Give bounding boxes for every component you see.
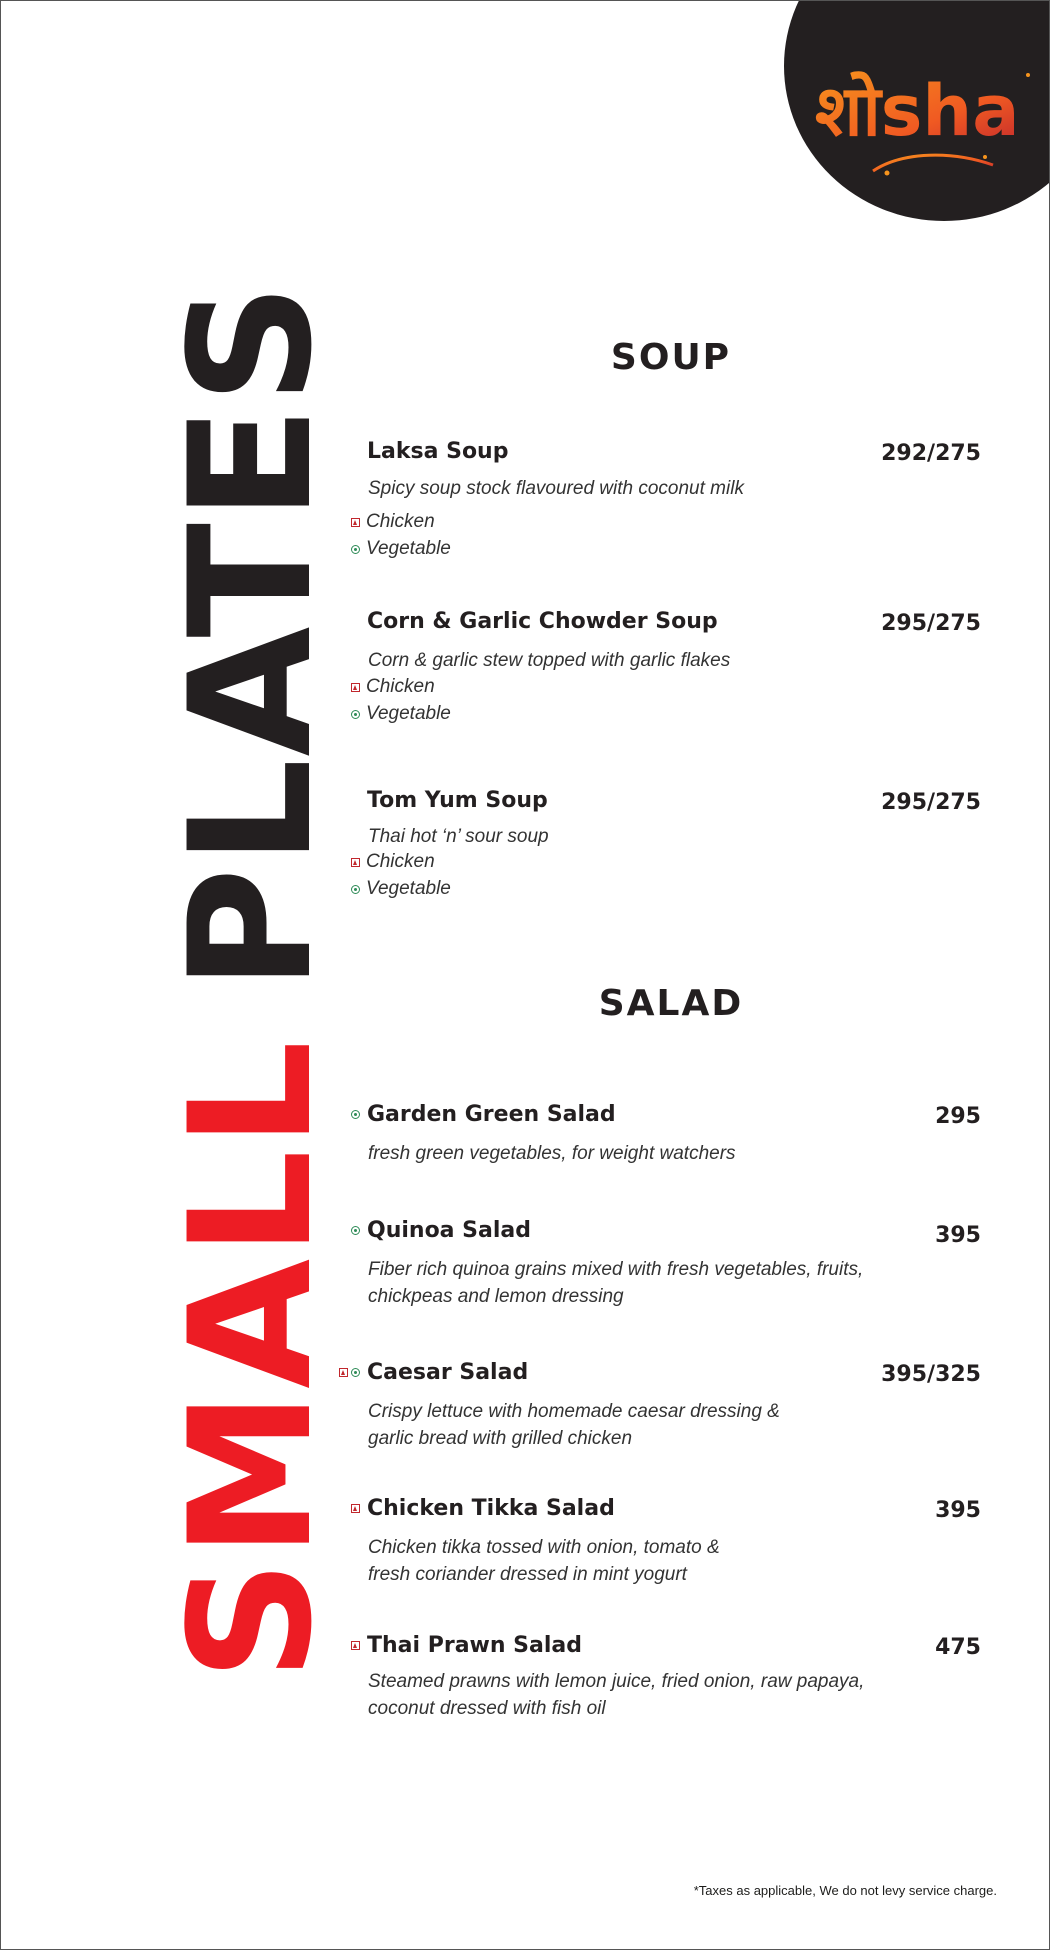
- item-name: Laksa Soup: [367, 439, 509, 464]
- item-description-line-2: coconut dressed with fish oil: [368, 1698, 606, 1719]
- vertical-heading: [153, 281, 349, 1681]
- veg-icon: [351, 885, 360, 894]
- item-name: Caesar Salad: [367, 1360, 529, 1385]
- diet-marks: [351, 1641, 360, 1650]
- item-description: Spicy soup stock flavoured with coconut milk: [368, 478, 744, 499]
- item-description-line-2: chickpeas and lemon dressing: [368, 1286, 624, 1307]
- heading-small: SMALL: [153, 1038, 349, 1681]
- item-price: 295/275: [881, 790, 981, 815]
- item-description-line-1: Steamed prawns with lemon juice, fried onion, raw papaya,: [368, 1671, 865, 1692]
- section-title-soup: SOUP: [610, 337, 732, 378]
- item-description-line-2: fresh coriander dressed in mint yogurt: [368, 1564, 687, 1585]
- item-price: 395: [935, 1498, 981, 1523]
- section-title-salad: SALAD: [598, 983, 744, 1024]
- variant-chicken: Chicken: [351, 851, 435, 873]
- svg-text:शोsha: शोsha: [815, 70, 1020, 152]
- item-name: Garden Green Salad: [367, 1102, 616, 1127]
- item-description-line-1: Crispy lettuce with homemade caesar dressing &: [368, 1401, 780, 1422]
- brand-logo: [813, 39, 1043, 179]
- diet-marks: [351, 1226, 360, 1235]
- item-name: Tom Yum Soup: [367, 788, 548, 813]
- item-name: Quinoa Salad: [367, 1218, 532, 1243]
- item-price: 292/275: [881, 441, 981, 466]
- item-description: fresh green vegetables, for weight watchers: [368, 1143, 736, 1164]
- item-description-line-1: Fiber rich quinoa grains mixed with fresh vegetables, fruits,: [368, 1259, 864, 1280]
- item-name: Thai Prawn Salad: [367, 1633, 583, 1658]
- variant-vegetable: Vegetable: [351, 703, 451, 725]
- diet-marks: [351, 1110, 360, 1119]
- non-veg-icon: [351, 1504, 360, 1513]
- non-veg-icon: [351, 1641, 360, 1650]
- tax-footnote: *Taxes as applicable, We do not levy service charge.: [693, 1883, 997, 1898]
- item-description-line-2: garlic bread with grilled chicken: [368, 1428, 633, 1449]
- veg-icon: [351, 1226, 360, 1235]
- variant-chicken: Chicken: [351, 676, 435, 698]
- veg-icon: [351, 710, 360, 719]
- non-veg-icon: [351, 518, 360, 527]
- variant-chicken: Chicken: [351, 511, 435, 533]
- item-name: Chicken Tikka Salad: [367, 1496, 615, 1521]
- item-description-line-1: Chicken tikka tossed with onion, tomato &: [368, 1537, 720, 1558]
- non-veg-icon: [351, 858, 360, 867]
- item-description: Thai hot ‘n’ sour soup: [368, 826, 549, 847]
- item-price: 295: [935, 1104, 981, 1129]
- veg-icon: [351, 1368, 360, 1377]
- variant-vegetable: Vegetable: [351, 538, 451, 560]
- diet-marks: [339, 1368, 360, 1377]
- brand-logo-mark: [813, 39, 1043, 179]
- veg-icon: [351, 545, 360, 554]
- item-price: 295/275: [881, 611, 981, 636]
- variant-vegetable: Vegetable: [351, 878, 451, 900]
- item-price: 395: [935, 1223, 981, 1248]
- non-veg-icon: [339, 1368, 348, 1377]
- item-price: 395/325: [881, 1362, 981, 1387]
- item-price: 475: [935, 1635, 981, 1660]
- heading-plates: PLATES: [153, 281, 349, 991]
- item-description: Corn & garlic stew topped with garlic flakes: [368, 650, 731, 671]
- item-name: Corn & Garlic Chowder Soup: [367, 609, 718, 634]
- non-veg-icon: [351, 683, 360, 692]
- diet-marks: [351, 1504, 360, 1513]
- veg-icon: [351, 1110, 360, 1119]
